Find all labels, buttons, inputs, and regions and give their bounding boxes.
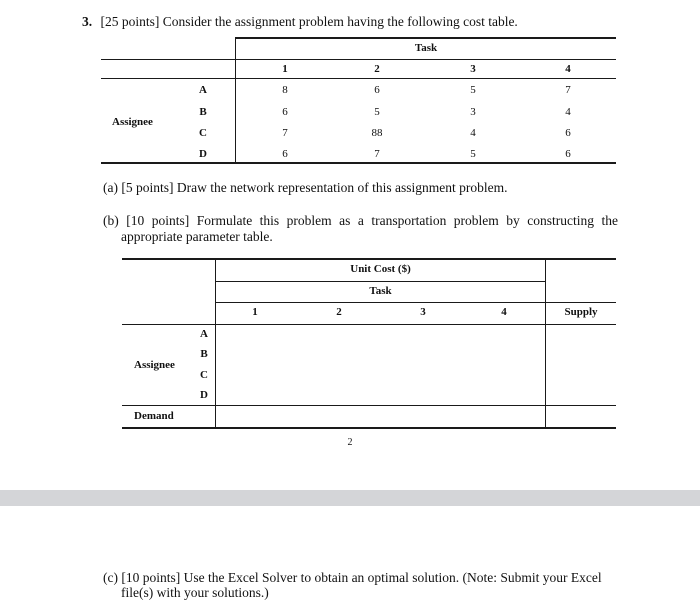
cost-cell: 88 xyxy=(371,127,383,139)
param-table-task-4: 4 xyxy=(501,306,507,318)
part-b-line-2: appropriate parameter table. xyxy=(121,229,273,244)
param-table-task-1: 1 xyxy=(252,306,258,318)
page-number: 2 xyxy=(347,437,353,448)
param-table-assignee-label: Assignee xyxy=(134,359,175,371)
cost-cell: 6 xyxy=(282,148,288,160)
param-table-task-header: Task xyxy=(369,285,392,297)
cost-cell: 7 xyxy=(565,84,571,96)
part-c-line-2: file(s) with your solutions.) xyxy=(121,585,269,600)
cost-cell: 7 xyxy=(374,148,380,160)
param-table-assignee-c: C xyxy=(200,369,208,381)
param-table-assignee-d: D xyxy=(200,389,208,401)
param-table-task-2: 2 xyxy=(336,306,342,318)
cost-cell: 5 xyxy=(374,106,380,118)
cost-cell: 7 xyxy=(282,127,288,139)
cost-table-assignee-a: A xyxy=(199,84,207,96)
param-table-assignee-a: A xyxy=(200,328,208,340)
cost-cell: 4 xyxy=(565,106,571,118)
part-c-line-1: (c) [10 points] Use the Excel Solver to obtain an optimal solution. (Note: Submit your Excel xyxy=(103,570,602,585)
cost-cell: 4 xyxy=(470,127,476,139)
cost-table-task-3: 3 xyxy=(470,63,476,75)
cost-table-task-header: Task xyxy=(414,42,438,54)
demand-label: Demand xyxy=(134,410,174,422)
cost-table-task-2: 2 xyxy=(374,63,380,75)
param-table-task-3: 3 xyxy=(420,306,426,318)
cost-table-assignee-label: Assignee xyxy=(112,116,153,128)
unit-cost-header: Unit Cost ($) xyxy=(350,263,411,275)
question-heading xyxy=(82,14,518,30)
cost-table-assignee-b: B xyxy=(199,106,207,118)
part-a-text: (a) [5 points] Draw the network representation of this assignment problem. xyxy=(103,180,508,195)
cost-table-assignee-d: D xyxy=(199,148,207,160)
cost-cell: 3 xyxy=(470,106,476,118)
cost-cell: 6 xyxy=(282,106,288,118)
cost-table-task-4: 4 xyxy=(565,63,571,75)
cost-cell: 5 xyxy=(470,148,476,160)
question-intro: [25 points] Consider the assignment problem having the following cost table. xyxy=(100,14,518,29)
cost-cell: 6 xyxy=(565,148,571,160)
cost-cell: 6 xyxy=(565,127,571,139)
part-b-line-1: (b) [10 points] Formulate this problem as a transportation problem by constructing the xyxy=(103,213,618,228)
param-table-assignee-b: B xyxy=(200,348,208,360)
question-number: 3. xyxy=(82,14,93,29)
cost-cell: 8 xyxy=(282,84,288,96)
cost-cell: 5 xyxy=(470,84,476,96)
page-separator xyxy=(0,490,700,506)
cost-table-task-1: 1 xyxy=(282,63,288,75)
cost-table-assignee-c: C xyxy=(199,127,207,139)
supply-header: Supply xyxy=(564,306,598,318)
cost-cell: 6 xyxy=(374,84,380,96)
